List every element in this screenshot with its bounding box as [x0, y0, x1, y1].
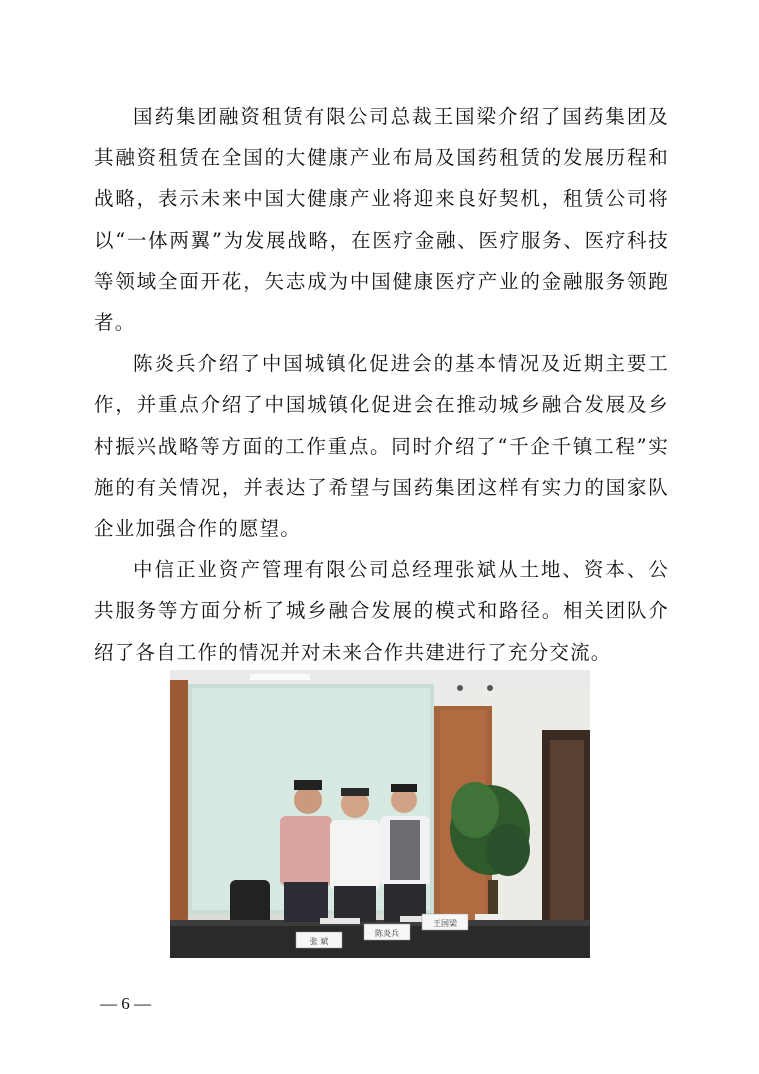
paragraph-3: 中信正业资产管理有限公司总经理张斌从土地、资本、公共服务等方面分析了城乡融合发展的模式和路径。相关团队介绍了各自工作的情况并对未来合作共建进行了充分交流。: [94, 558, 669, 664]
body-text: [94, 96, 669, 673]
name-card-2: [364, 924, 410, 940]
paragraph-2: 陈炎兵介绍了中国城镇化促进会的基本情况及近期主要工作，并重点介绍了中国城镇化促进会在推动城乡融合发展及乡村振兴战略等方面的工作重点。同时介绍了“千企千镇工程”实施的有关情况，并表达了希望与国药集团这样有实力的国家队企业加强合作的愿望。: [94, 352, 669, 541]
svg-text:张 斌: 张 斌: [309, 937, 329, 946]
svg-text:陈炎兵: 陈炎兵: [375, 929, 399, 938]
page-number: — 6 —: [100, 994, 151, 1013]
svg-text:王国梁: 王国梁: [433, 919, 457, 928]
meeting-photo: [170, 670, 590, 958]
paragraph-1: 国药集团融资租赁有限公司总裁王国梁介绍了国药集团及其融资租赁在全国的大健康产业布局及国药租赁的发展历程和战略，表示未来中国大健康产业将迎来良好契机，租赁公司将以“一体两翼”为发展战略，在医疗金融、医疗服务、医疗科技等领域全面开花，矢志成为中国健康医疗产业的金融服务领跑者。: [94, 105, 669, 335]
name-card-3: [422, 914, 468, 930]
name-card-1: [296, 932, 342, 948]
